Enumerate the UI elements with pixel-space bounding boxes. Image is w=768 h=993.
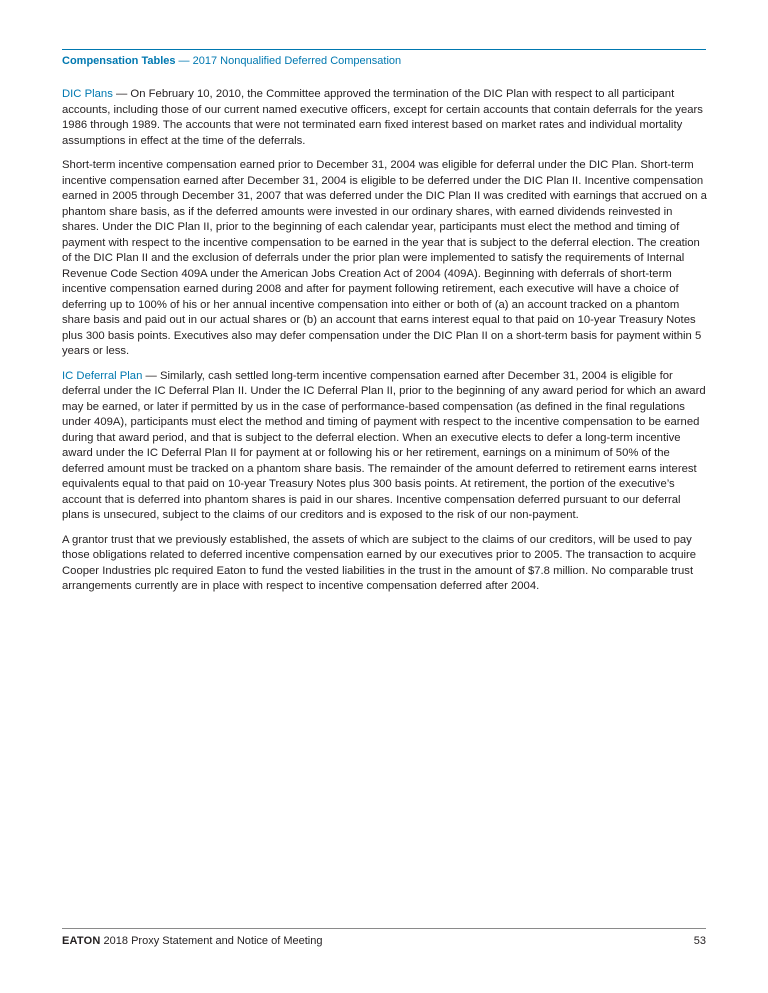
paragraph-grantor-trust: A grantor trust that we previously established, the assets of which are subject to the claims of our creditors, will be used to pay those obligations related to deferred incentive compensation earned by our executives prior to 2005. The transaction to acquire Cooper Industries plc required Eaton to fund the vested liabilities in the trust in the amount of $7.8 million. No comparable trust arrangements currently are in place with respect to incentive compensation deferred after 2004. — [62, 533, 697, 592]
dic-plans-text: — On February 10, 2010, the Committee approved the termination of the DIC Plan with respect to all participant accounts, including those of our current named executive officers, except for certain accounts that contain deferrals for the years 1986 through 1989. The accounts that were not terminated earn fixed interest based on market rates and individual mortality assumptions in effect at the time of the deferrals. — [62, 88, 703, 147]
page-header — [62, 54, 401, 68]
page-number: 53 — [693, 935, 706, 947]
header-subsection: 2017 Nonqualified Deferred Compensation — [192, 55, 402, 67]
footer-rule — [62, 928, 706, 929]
footer-brand: EATON — [62, 935, 101, 947]
footer-title: 2018 Proxy Statement and Notice of Meeting — [100, 935, 323, 947]
ic-deferral-plan-heading: IC Deferral Plan — [62, 369, 143, 382]
ic-deferral-plan-text: — Similarly, cash settled long-term incentive compensation earned after December 31, 2004 is eligible for deferral under the IC Deferral Plan II. Under the IC Deferral Plan II, prior to the beginning of any award period for which an award may be earned, or later if permitted by us in the case of performance-based compensation (as defined in the final regulations under 409A), participants must elect the method and timing of payment with respect to the incentive compensation to be earned during that award period, and that is subject to the deferral election. When an executive elects to defer a long-term incentive award under the IC Deferral Plan II for payment at or following his or her retirement, earnings on a minimum of 50% of the deferred amount must be tracked on a phantom share basis. The remainder of the amount deferred to retirement earns interest equivalents equal to that paid on 10-year Treasury Notes plus 300 basis points. At retirement, the portion of the executive’s account that is deferred into phantom shares is paid in our shares. Incentive compensation deferred pursuant to our deferral plans is unsecured, subject to the claims of our creditors and is exposed to the risk of our non-payment. — [62, 369, 706, 521]
header-section: Compensation Tables — [62, 55, 176, 67]
page-footer — [62, 934, 706, 948]
paragraph-ic-deferral-plan — [62, 369, 708, 524]
header-rule — [62, 49, 706, 50]
paragraph-dic-plans — [62, 87, 708, 149]
paragraph-short-term-incentive: Short-term incentive compensation earned prior to December 31, 2004 was eligible for deferral under the DIC Plan. Short-term incentive compensation earned after December 31, 2004 is eligible to be deferred under the DIC Plan II. Incentive compensation earned in 2005 through December 31, 2007 that was deferred under the DIC Plan II was credited with earnings that accrued on a phantom share basis, as if the deferred amounts were invested in our ordinary shares, with earned dividends reinvested in shares. Under the DIC Plan II, prior to the beginning of each calendar year, participants must elect the method and timing of payment with respect to the incentive compensation to be earned in the year that is subject to the deferral election. The creation of the DIC Plan II and the exclusion of deferrals under the prior plan were implemented to satisfy the requirements of Internal Revenue Code Section 409A under the American Jobs Creation Act of 2004 (409A). Beginning with deferrals of short-term incentive compensation earned during 2008 and after for payment following retirement, each executive will have a choice of deferring up to 100% of his or her annual incentive compensation into either or both of (a) an account tracked on a phantom share basis and paid out in our actual shares or (b) an account that earns interest equal to that paid on 10-year Treasury Notes plus 300 basis points. Executives also may defer compensation under the DIC Plan II on a short-term basis for payment within 5 years or less. — [62, 159, 707, 357]
main-content — [62, 87, 708, 604]
dic-plans-heading: DIC Plans — [62, 88, 113, 100]
header-separator: — — [175, 55, 193, 67]
